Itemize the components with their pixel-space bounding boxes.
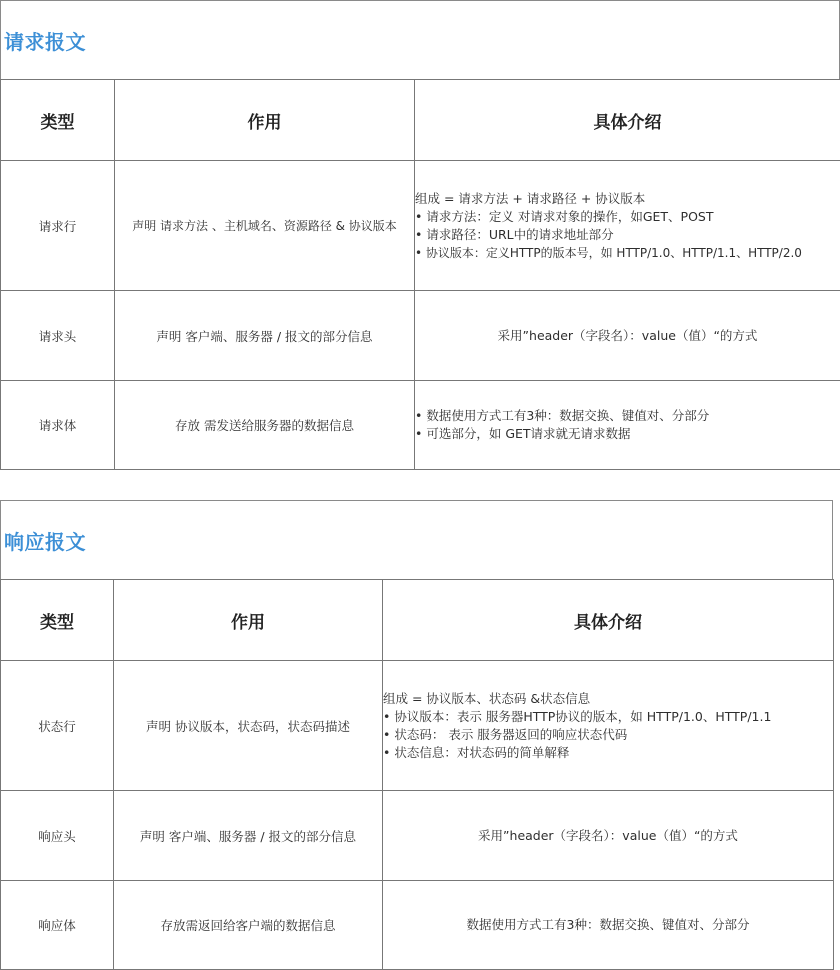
cell-type: 请求体 (1, 381, 115, 470)
response-title: 响应报文 (4, 529, 86, 554)
col-header-function: 作用 (115, 80, 415, 161)
col-header-type: 类型 (1, 580, 114, 661)
table-row (1, 881, 834, 970)
table-row (1, 291, 840, 381)
cell-detail (383, 661, 834, 791)
detail-line: • 协议版本：定义HTTP的版本号，如 HTTP/1.0、HTTP/1.1、HTTP/2.0 (415, 245, 802, 260)
request-table (0, 79, 840, 470)
cell-function: 声明 客户端、服务器 / 报文的部分信息 (114, 791, 383, 881)
cell-function: 存放 需发送给服务器的数据信息 (115, 381, 415, 470)
detail-line: • 可选部分，如 GET请求就无请求数据 (415, 426, 631, 441)
detail-line: • 状态信息：对状态码的简单解释 (383, 744, 570, 760)
table-row (1, 661, 834, 791)
detail-line: 组成 = 请求方法 + 请求路径 + 协议版本 (415, 190, 646, 206)
col-header-type: 类型 (1, 80, 115, 161)
request-section (0, 0, 840, 470)
table-row (1, 161, 840, 291)
detail-line: • 协议版本：表示 服务器HTTP协议的版本，如 HTTP/1.0、HTTP/1.1 (383, 708, 772, 724)
detail-line: • 请求方法：定义 对请求对象的操作，如GET、POST (415, 208, 714, 224)
detail-line: 组成 = 协议版本、状态码 &状态信息 (383, 690, 591, 706)
cell-detail (415, 161, 840, 291)
response-section (0, 500, 840, 970)
detail-line: 数据使用方式工有3种：数据交换、键值对、分部分 (466, 917, 750, 932)
cell-function: 声明 协议版本，状态码，状态码描述 (114, 661, 383, 791)
detail-line: 采用”header（字段名）：value（值）“的方式 (478, 827, 738, 843)
detail-line: • 请求路径：URL中的请求地址部分 (415, 226, 614, 242)
col-header-function: 作用 (114, 580, 383, 661)
table-header-row (1, 80, 840, 161)
cell-detail (415, 381, 840, 470)
cell-detail (383, 791, 834, 881)
detail-line: • 状态码： 表示 服务器返回的响应状态代码 (383, 726, 628, 742)
detail-line: 采用”header（字段名）：value（值）“的方式 (497, 327, 758, 343)
request-title: 请求报文 (4, 29, 86, 54)
cell-type: 响应头 (1, 791, 114, 881)
table-row (1, 381, 840, 470)
cell-type: 请求头 (1, 291, 115, 381)
detail-line: • 数据使用方式工有3种：数据交换、键值对、分部分 (415, 408, 710, 423)
cell-detail (383, 881, 834, 970)
cell-function: 声明 客户端、服务器 / 报文的部分信息 (115, 291, 415, 381)
table-header-row (1, 580, 834, 661)
cell-function: 声明 请求方法 、主机域名、资源路径 & 协议版本 (115, 161, 415, 291)
cell-detail (415, 291, 840, 381)
table-row (1, 791, 834, 881)
col-header-detail: 具体介绍 (415, 80, 840, 161)
response-title-box (0, 500, 833, 580)
response-table (0, 579, 834, 970)
cell-type: 状态行 (1, 661, 114, 791)
cell-function: 存放需返回给客户端的数据信息 (114, 881, 383, 970)
cell-type: 请求行 (1, 161, 115, 291)
request-title-box (0, 0, 840, 80)
col-header-detail: 具体介绍 (383, 580, 834, 661)
cell-type: 响应体 (1, 881, 114, 970)
